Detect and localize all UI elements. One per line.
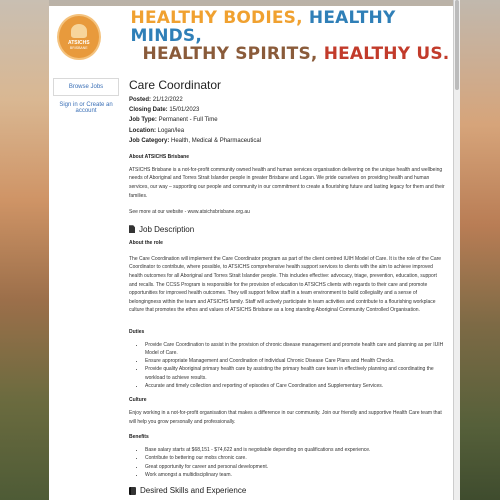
role-text: The Care Coordination will implement the Care Coordinator program as part of the client centred IUIH Model of Care. It is the role of the Care Coordinator to contribute, where possible, to ATSICHS comprehensive health support services to clients with the aim to achieve improved health outcomes for all Aboriginal and Torres Strait Islander people. This includes effective: advocacy, triage, prevention, education, support and recalls. The CCSS Program is responsible for the provision of education to ATSICHS clients with regards to their care and promote opportunities for improved health outcomes. They will support fellow staff in a team environment to build collegiality and a sense of belongingness within the team and ATSICHS family. Staff will actively participate in team activities and contribute to a flourishing workplace culture that promotes the ethos and values of ATSICHS Brisbane as a long standing Aboriginal Community Controlled Organisation.	[129, 255, 442, 314]
meta-job-type: Job Type: Permanent - Full Time	[129, 117, 218, 124]
benefits-list	[129, 446, 445, 479]
culture-text: Enjoy working in a not-for-profit organisation that makes a difference in our community. Join our friendly and supportive Health Care team that will help you grow personally and professionally.	[129, 410, 442, 425]
list-item: • Great opportunity for career and personal development.	[145, 463, 445, 471]
list-item: • Ensure appropriate Management and Coordination of individual Chronic Disease Care Plans and Health Checks.	[145, 357, 445, 365]
browse-jobs-link[interactable]: Browse Jobs	[53, 78, 119, 96]
meta-job-category: Job Category: Health, Medical & Pharmaceutical	[129, 137, 262, 144]
logo-icon	[71, 24, 87, 38]
header-banner	[49, 6, 453, 68]
meta-closing-date: Closing Date: 15/01/2023	[129, 107, 200, 114]
meta-location: Location: Logan/lea	[129, 127, 185, 134]
list-item: • Accurate and timely collection and reporting of episodes of Care Coordination and Supplementary Services.	[145, 382, 445, 390]
sign-in-link[interactable]: Sign in or Create an account	[59, 102, 113, 114]
list-item: • Work amongst a multidisciplinary team.	[145, 471, 445, 479]
logo-sub: BRISBANE	[69, 46, 88, 50]
scrollbar[interactable]	[453, 0, 460, 500]
duties-heading: Duties	[129, 328, 145, 335]
slogan	[131, 10, 453, 64]
duties-list	[129, 341, 445, 390]
list-item: • Base salary starts at $68,151 - $74,622 and is negotiable depending on qualifications and experience.	[145, 446, 445, 454]
about-role-heading: About the role	[129, 239, 163, 246]
background-right	[460, 0, 500, 500]
job-content	[129, 78, 445, 500]
benefits-heading: Benefits	[129, 434, 149, 441]
job-description-heading	[129, 225, 445, 234]
sidebar	[53, 78, 119, 119]
culture-heading: Culture	[129, 397, 147, 404]
scrollbar-thumb[interactable]	[455, 0, 459, 90]
slogan-healthy-spirits: HEALTHY SPIRITS,	[142, 43, 318, 64]
logo-name: ATSICHS	[67, 40, 90, 46]
background-left	[0, 0, 49, 500]
slogan-healthy-bodies: HEALTHY BODIES,	[130, 8, 303, 29]
skills-label: Desired Skills and Experience	[140, 486, 247, 496]
job-title: Care Coordinator	[129, 78, 222, 92]
document-icon	[129, 225, 135, 233]
about-heading: About ATSICHS Brisbane	[129, 153, 190, 160]
page-frame	[49, 6, 453, 500]
list-item: • Provide Care Coordination to assist in the provision of chronic disease management and promote health care and planning as per IUIH Model of Care.	[145, 341, 445, 357]
about-text: ATSICHS Brisbane is a not-for-profit community owned health and human services organisation delivering on the unique health and wellbeing needs of Aboriginal and Torres Strait Islander people in greater Brisbane and Logan. We pride ourselves on providing health and human services, our way – supporting our people and community in our commitment to create a flourishing future and lasting legacy for them and their families.	[129, 166, 445, 199]
meta-posted: Posted: 21/12/2022	[129, 97, 183, 103]
slogan-healthy-us: HEALTHY US.	[323, 43, 450, 64]
website-text[interactable]: See more at our website - www.atsichsbrisbane.org.au	[129, 209, 250, 216]
skills-heading	[129, 486, 445, 495]
job-description-label: Job Description	[139, 224, 195, 234]
list-item: • Provide quality Aboriginal primary health care by assisting the primary health care team in effectively planning and coordinating the workload to achieve results.	[145, 365, 445, 381]
slogan-healthy-minds: HEALTHY MINDS,	[130, 8, 396, 47]
list-item: • Contribute to bettering our mobs chronic care.	[145, 454, 445, 462]
atsichs-logo[interactable]	[57, 14, 101, 60]
book-icon	[129, 487, 136, 495]
